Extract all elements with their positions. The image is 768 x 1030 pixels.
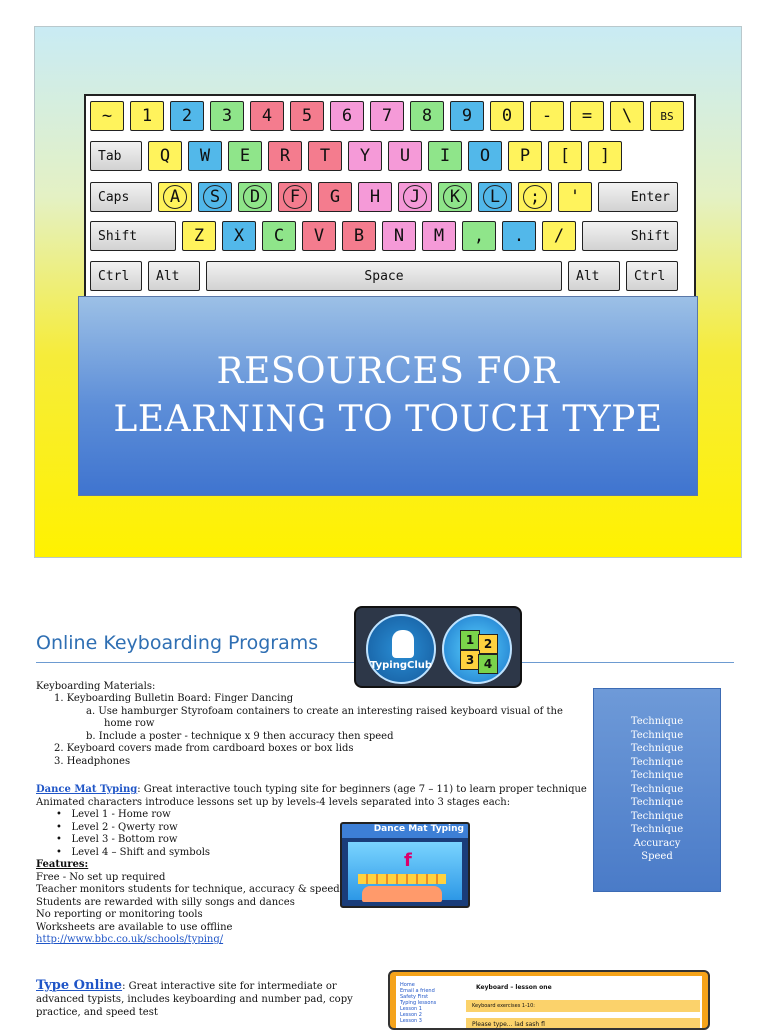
home-row-keys-image <box>358 874 446 884</box>
type-online-shot-nav <box>400 982 436 1024</box>
sidebox-line: Technique <box>630 756 684 768</box>
feature-item: Teacher monitors students for technique, accuracy & speed <box>36 884 340 895</box>
key-1: 1 <box>130 101 164 131</box>
key-9: 9 <box>450 101 484 131</box>
mascot-icon <box>392 630 414 658</box>
hands-image <box>362 886 442 902</box>
key-j: J <box>398 182 432 212</box>
key-bs: BS <box>650 101 684 131</box>
key-sym12: ] <box>588 141 622 171</box>
title-line-1: RESOURCES FOR <box>216 351 560 392</box>
sidebox-line: Technique <box>630 770 684 781</box>
key-a: A <box>158 182 192 212</box>
key-p: P <box>508 141 542 171</box>
logo-number-4: 4 <box>478 654 498 674</box>
key-g: G <box>318 182 352 212</box>
dance-mat-logo <box>442 614 512 684</box>
materials-title: Keyboarding Materials: <box>36 681 156 692</box>
features-title: Features: <box>36 859 89 870</box>
key-r: R <box>268 141 302 171</box>
dance-mat-desc: : Great interactive touch typing site for beginners (age 7 – 11) to learn proper technique <box>137 784 587 795</box>
key-x: X <box>222 221 256 251</box>
type-online-shot-prompt: Please type... lad sash fl <box>466 1018 700 1030</box>
key-4: 4 <box>250 101 284 131</box>
level-item: • Level 4 – Shift and symbols <box>56 847 211 858</box>
feature-item: Students are rewarded with silly songs and dances <box>36 897 295 908</box>
key-shift: Shift <box>90 221 176 251</box>
logo-number-2: 2 <box>478 634 498 654</box>
key-alt: Alt <box>148 261 200 291</box>
materials-item-3: 3. Headphones <box>54 756 131 767</box>
key-sym0: ~ <box>90 101 124 131</box>
logo-number-3: 3 <box>460 650 480 670</box>
sidebox-line: Technique <box>630 824 684 835</box>
type-online-shot-nav-item: Lesson 2 <box>400 1012 422 1018</box>
key-caps: Caps <box>90 182 152 212</box>
key-sym12: = <box>570 101 604 131</box>
key-3: 3 <box>210 101 244 131</box>
type-online-screenshot <box>388 970 710 1030</box>
key-d: D <box>238 182 272 212</box>
sidebox-line: Accuracy <box>633 837 681 849</box>
type-online-shot-nav-item: Typing lessons <box>400 1000 437 1006</box>
typingclub-logo <box>366 614 436 684</box>
key-sym10: ; <box>518 182 552 212</box>
key-sym8: , <box>462 221 496 251</box>
feature-item: No reporting or monitoring tools <box>36 909 203 920</box>
materials-item-1a: a. Use hamburger Styrofoam containers to create an interesting raised keyboard visual of the <box>86 706 563 717</box>
key-s: S <box>198 182 232 212</box>
key-space: Space <box>206 261 562 291</box>
key-w: W <box>188 141 222 171</box>
type-online-desc-3: practice, and speed test <box>36 1007 158 1018</box>
feature-item: Worksheets are available to use offline <box>36 922 233 933</box>
key-sym11: [ <box>548 141 582 171</box>
feature-item: Free - No set up required <box>36 872 166 883</box>
key-ctrl: Ctrl <box>626 261 678 291</box>
level-item: • Level 1 - Home row <box>56 809 171 820</box>
sidebox-line: Technique <box>630 810 684 822</box>
program-logos <box>354 606 522 688</box>
type-online-shot-title: Keyboard – lesson one <box>476 984 552 991</box>
key-sym10: / <box>542 221 576 251</box>
type-online-intro <box>36 980 337 994</box>
key-b: B <box>342 221 376 251</box>
key-sym9: . <box>502 221 536 251</box>
title-banner <box>78 296 698 496</box>
materials-item-1: 1. Keyboarding Bulletin Board: Finger Dancing <box>54 693 294 704</box>
sidebox-line: Technique <box>630 729 684 741</box>
level-item: • Level 3 - Bottom row <box>56 834 178 845</box>
key-z: Z <box>182 221 216 251</box>
key-8: 8 <box>410 101 444 131</box>
key-i: I <box>428 141 462 171</box>
type-online-shot-nav-item: Lesson 1 <box>400 1006 422 1012</box>
key-v: V <box>302 221 336 251</box>
typingclub-logo-text: TypingClub <box>369 660 433 671</box>
key-k: K <box>438 182 472 212</box>
type-online-desc-1: : Great interactive site for intermediate or <box>122 981 337 992</box>
key-l: L <box>478 182 512 212</box>
sidebox-line: Speed <box>641 851 673 862</box>
key-u: U <box>388 141 422 171</box>
key-6: 6 <box>330 101 364 131</box>
key-m: M <box>422 221 456 251</box>
key-f: F <box>278 182 312 212</box>
type-online-desc-2: advanced typists, includes keyboarding and number pad, copy <box>36 994 353 1005</box>
key-t: T <box>308 141 342 171</box>
key-0: 0 <box>490 101 524 131</box>
key-o: O <box>468 141 502 171</box>
type-online-shot-page <box>396 976 702 1028</box>
key-ctrl: Ctrl <box>90 261 142 291</box>
key-e: E <box>228 141 262 171</box>
key-h: H <box>358 182 392 212</box>
level-item: • Level 2 - Qwerty row <box>56 822 178 833</box>
type-online-shot-exercise: Keyboard exercises 1-10: <box>466 1000 700 1012</box>
dance-mat-desc-2: Animated characters introduce lessons set up by levels-4 levels separated into 3 stages each: <box>36 797 511 808</box>
type-online-shot-nav-item: Safety First <box>400 994 429 1000</box>
dance-mat-shot-letter: f <box>404 850 412 871</box>
dance-mat-shot-title: Dance Mat Typing <box>342 824 468 838</box>
dance-mat-shot-screen <box>348 842 462 900</box>
keyboard-illustration <box>84 94 696 298</box>
key-n: N <box>382 221 416 251</box>
sidebox-line: Technique <box>630 716 684 727</box>
type-online-shot-nav-item: Home <box>400 982 415 988</box>
dance-mat-intro <box>36 784 587 797</box>
materials-item-1b: b. Include a poster - technique x 9 then accuracy then speed <box>86 731 394 742</box>
sidebox-line: Technique <box>630 797 684 808</box>
dance-mat-screenshot <box>340 822 470 908</box>
dance-mat-link[interactable]: Dance Mat Typing <box>36 784 138 795</box>
dance-mat-url[interactable]: http://www.bbc.co.uk/schools/typing/ <box>36 934 224 945</box>
key-shift: Shift <box>582 221 678 251</box>
materials-item-2: 2. Keyboard covers made from cardboard boxes or box lids <box>54 743 354 754</box>
key-c: C <box>262 221 296 251</box>
key-q: Q <box>148 141 182 171</box>
key-y: Y <box>348 141 382 171</box>
type-online-shot-nav-item: Email a friend <box>400 988 435 994</box>
key-sym13: \ <box>610 101 644 131</box>
key-alt: Alt <box>568 261 620 291</box>
type-online-link[interactable]: Type Online <box>36 978 123 993</box>
key-enter: Enter <box>598 182 678 212</box>
sidebox-line: Technique <box>630 743 684 754</box>
type-online-shot-nav-item: Lesson 3 <box>400 1018 422 1024</box>
key-sym11: ' <box>558 182 592 212</box>
technique-sidebox <box>593 688 721 892</box>
key-sym11: - <box>530 101 564 131</box>
key-tab: Tab <box>90 141 142 171</box>
materials-item-1a-cont: home row <box>104 718 155 729</box>
sidebox-line: Technique <box>630 783 684 795</box>
key-7: 7 <box>370 101 404 131</box>
key-5: 5 <box>290 101 324 131</box>
logo-number-1: 1 <box>460 630 480 650</box>
key-2: 2 <box>170 101 204 131</box>
section-heading: Online Keyboarding Programs <box>36 632 319 654</box>
title-line-2: LEARNING TO TOUCH TYPE <box>113 399 663 440</box>
